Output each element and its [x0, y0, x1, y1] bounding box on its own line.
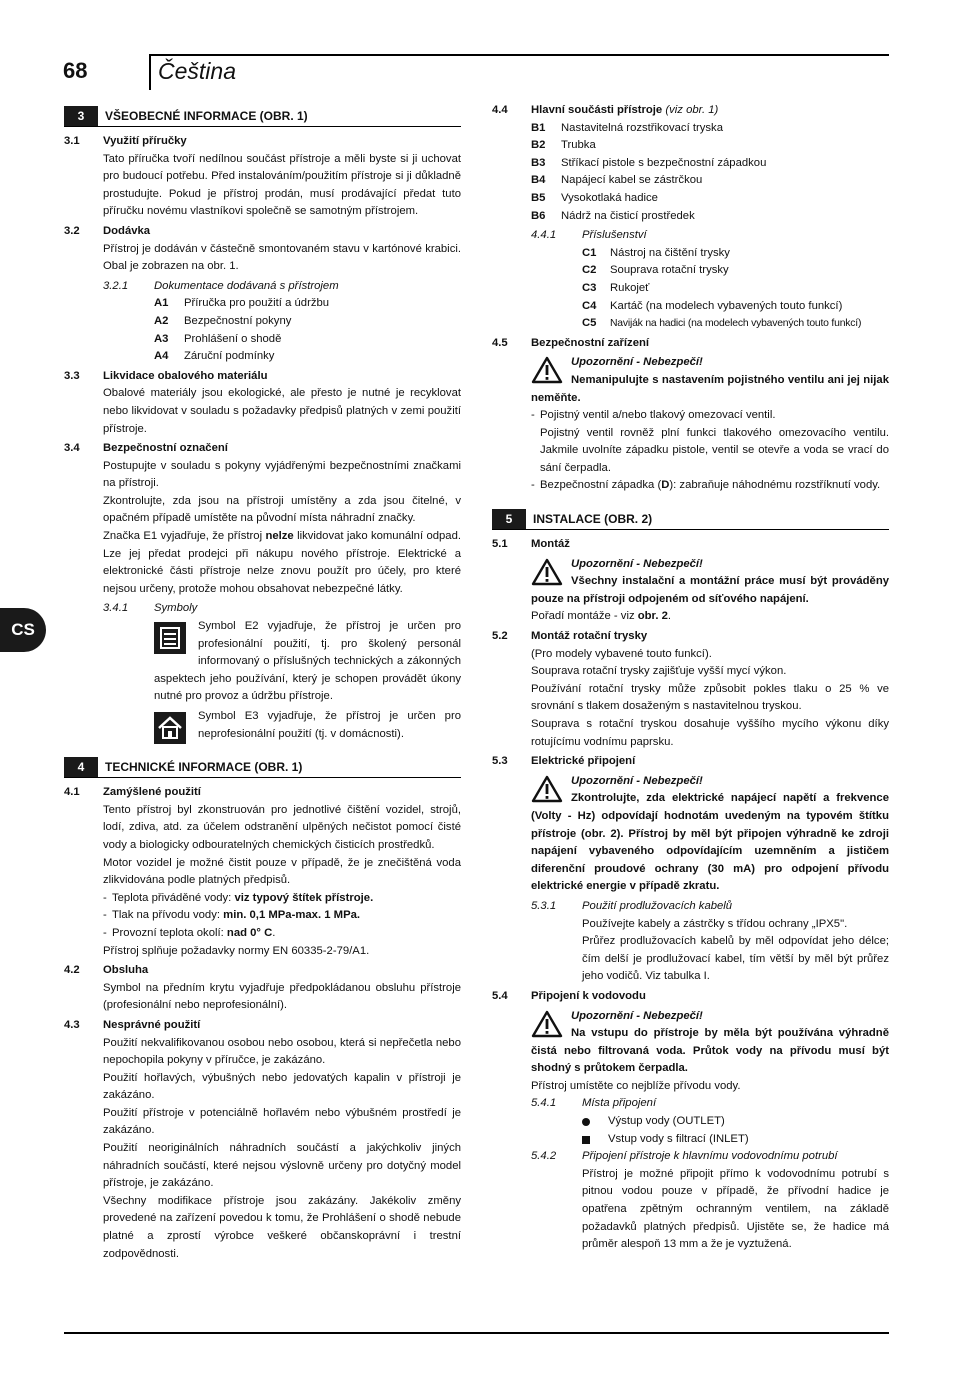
- paragraph: Souprava s rotační tryskou dosahuje vyššího mycího výkonu díky rotujícímu vodnímu paprsku.: [531, 718, 889, 748]
- paragraph: Přístroj je možné připojit přímo k vodovodnímu potrubí s pitnou vodou pouze v případě, že přívodní hadice je opatřena zpětným ochranným ventilem, na základě požadavků platných předpisů. Ujistěte se, že hadice má průměr alespoň 13 mm a že je vyztužená.: [582, 1167, 889, 1251]
- paragraph: Používání rotační trysky může způsobit pokles tlaku o 25 % ve srovnání s tlakem dosaženým s nastavitelnou tryskou.: [531, 682, 889, 713]
- section-title: TECHNICKÉ INFORMACE (OBR. 1): [105, 760, 303, 775]
- square-bullet-icon: [582, 1136, 590, 1144]
- subsection-heading: 3.4 Bezpečnostní označení: [64, 442, 228, 455]
- section-title: VŠEOBECNÉ INFORMACE (OBR. 1): [105, 109, 308, 123]
- warning-block: Upozornění - Nebezpečí! Nemanipulujte s nastavením pojistného ventilu ani jej nijak neměňte.: [531, 356, 889, 404]
- list-item: A2 Bezpečnostní pokyny: [154, 314, 292, 327]
- subsection-heading: 4.2 Obsluha: [64, 964, 149, 977]
- left-column: [64, 106, 461, 1263]
- section-number: 4: [64, 757, 98, 777]
- subsection-heading: 4.4 Hlavní součásti přístroje (viz obr. 1): [492, 104, 719, 116]
- list-item: B2 Trubka: [531, 139, 596, 152]
- warning-triangle-icon: [531, 775, 563, 803]
- list-item: C4 Kartáč (na modelech vybavených touto funkcí): [582, 299, 843, 312]
- paragraph: Všechny modifikace přístroje jsou zakázány. Jakékoliv změny provedené na zařízení povedou k tomu, že Prohlášení o shodě nebude platné a zprostí výrobce veškeré občanskoprávní i trestní zodpovědnosti.: [103, 1194, 461, 1260]
- home-symbol-icon: [154, 712, 186, 744]
- paragraph: Symbol na předním krytu vyjadřuje předpokládanou obsluhu přístroje (profesionální nebo neprofesionální).: [103, 981, 461, 1012]
- list-item: C2 Souprava rotační trysky: [582, 264, 729, 277]
- subsubsection-heading: 5.3.1 Použití prodlužovacích kabelů: [531, 899, 733, 912]
- list-item: C5 Naviják na hadici (na modelech vybavených touto funkcí): [582, 317, 862, 330]
- section-4-header: [64, 757, 461, 778]
- warning-triangle-icon: [531, 1010, 563, 1038]
- paragraph: Použití hořlavých, výbušných nebo jedovatých kapalin v přístroji je zakázáno.: [103, 1071, 461, 1102]
- header-divider: [149, 54, 151, 90]
- subsection-heading: 3.1 Využití příručky: [64, 135, 187, 147]
- symbol-e2: Symbol E2 vyjadřuje, že přístroj je určen pro profesionální použití, tj. pro školený personál informovaný o příslušných technických a zákonných aspektech jeho používání, který je schopen provádět úkony nutné pro provoz a údržbu přístroje.: [154, 620, 461, 703]
- right-column: [492, 102, 889, 1254]
- list-item: A1 Příručka pro použití a údržbu: [154, 297, 330, 310]
- list-item: A4 Záruční podmínky: [154, 350, 275, 363]
- footer-rule: [64, 1332, 889, 1334]
- header-rule: [149, 54, 889, 56]
- subsection-heading: 5.4 Připojení k vodovodu: [492, 989, 646, 1002]
- list-item: B3 Stříkací pistole s bezpečnostní západkou: [531, 156, 767, 169]
- subsubsection-heading: 5.4.1 Místa připojení: [531, 1097, 657, 1110]
- section-number: 5: [492, 509, 526, 529]
- paragraph: Značka E1 vyjadřuje, že přístroj nelze likvidovat jako komunální odpad. Lze jej předat prodejci při nákupu nového přístroje. Elektrické a elektronické části přístroje nelze znovu použít pro účely, pro které nejsou určeny, protože mohou obsahovat nebezpečné látky.: [103, 530, 461, 595]
- section-3-header: [64, 106, 461, 127]
- page-title: Čeština: [158, 58, 236, 84]
- warning-triangle-icon: [531, 356, 563, 384]
- paragraph: Přístroj umístěte co nejblíže přívodu vody.: [531, 1079, 741, 1092]
- paragraph: Tento přístroj byl zkonstruován pro jednotlivé čištění vozidel, strojů, lodí, zdiva, atd. za účelem odstranění ulpěných nečistot pomocí čisté vody a biologicky odbouratelných chemických čisticích prostředků.: [103, 803, 461, 851]
- page-number: 68: [63, 58, 88, 83]
- professional-symbol-icon: [154, 622, 186, 654]
- section-number: 3: [64, 106, 98, 126]
- paragraph: Postupujte v souladu s pokyny vyjádřenými bezpečnostními značkami na přístroji.: [103, 459, 461, 490]
- circle-bullet-icon: [582, 1118, 590, 1126]
- paragraph: Pojistný ventil rovněž plní funkci tlakového omezovacího ventilu. Jakmile uvolníte západku pistole, ventil se otevře a voda se vrací do sání čerpadla.: [540, 426, 889, 474]
- subsection-heading: 4.5 Bezpečnostní zařízení: [492, 336, 650, 349]
- list-item: B5 Vysokotlaká hadice: [531, 191, 658, 204]
- subsubsection-heading: 4.4.1 Příslušenství: [531, 229, 647, 242]
- paragraph: Přístroj je dodáván v částečně smontovaném stavu v kartónové krabici. Obal je zobrazen na obr. 1.: [103, 242, 461, 273]
- paragraph: Tato příručka tvoří nedílnou součást přístroje a měli byste si ji uchovat pro budoucí potřebu. Před instalováním/použitím přístroje si ji důkladně prostudujte. Pokud je přístroj prodán, musí prodávající předat tuto příručku novému vlastníkovi společně se samotným přístrojem.: [103, 152, 461, 218]
- paragraph: (Pro modely vybavené touto funkcí).: [531, 647, 712, 660]
- warning-triangle-icon: [531, 558, 563, 586]
- subsection-heading: 5.2 Montáž rotační trysky: [492, 630, 648, 643]
- list-item: B4 Napájecí kabel se zástrčkou: [531, 174, 703, 187]
- section-title: INSTALACE (OBR. 2): [533, 512, 653, 527]
- warning-block: Upozornění - Nebezpečí! Na vstupu do přístroje by měla být používána výhradně čistá nebo filtrovaná voda. Průtok vody na přívodu musí být shodný s průtokem čerpadla.: [531, 1009, 889, 1075]
- paragraph: Pořadí montáže - viz obr. 2.: [531, 610, 672, 623]
- paragraph: Použití neoriginálních náhradních součástí a jakýchkoliv jiných náhradních součástí, které nejsou výslovně určeny pro dotyčný model přístroje, je zakázáno.: [103, 1142, 461, 1190]
- list-item: C3 Rukojeť: [582, 281, 650, 294]
- subsection-heading: 4.3 Nesprávné použití: [64, 1018, 201, 1031]
- paragraph: Použití nekvalifikovanou osobou nebo osobou, která si nepřečetla nebo nepochopila pokyny v příručce, je zakázáno.: [103, 1036, 461, 1067]
- dash-item: - Pojistný ventil a/nebo tlakový omezovací ventil.: [531, 409, 776, 422]
- paragraph: Obalové materiály jsou ekologické, ale přesto je nutné je recyklovat nebo likvidovat v souladu s požadavky předpisů platných v zemi použití přístroje.: [103, 387, 461, 435]
- subsubsection-heading: 3.2.1 Dokumentace dodávaná s přístrojem: [103, 279, 339, 292]
- paragraph: Přístroj splňuje požadavky normy EN 60335-2-79/A1.: [103, 944, 370, 957]
- subsection-heading: 4.1 Zamýšlené použití: [64, 786, 201, 799]
- subsection-heading: 5.1 Montáž: [492, 538, 570, 551]
- dash-item: - Tlak na přívodu vody: min. 0,1 MPa-max. 1 MPa.: [103, 909, 361, 922]
- paragraph: Průřez prodlužovacích kabelů by měl odpovídat jeho délce; čím delší je prodlužovací kabel, tím větší by měl být průřez jeho vodičů. Viz tabulka I.: [582, 935, 889, 983]
- paragraph: Používejte kabely a zástrčky s třídou ochrany „IPX5".: [582, 917, 848, 930]
- warning-block: Upozornění - Nebezpečí! Zkontrolujte, zda elektrické napájecí napětí a frekvence (Volty - Hz) odpovídají hodnotám uvedeným na typovém štítku přístroje (obr. 2). Přístroj by měl být připojen výhradně ke zdroji napájení vybaveného odpovídajícím uzemněním a jističem diferenční proudové ochrany (30 mA) pro odpojení přívodu elektrické energie v případě zkratu.: [531, 774, 889, 893]
- symbol-e3: Symbol E3 vyjadřuje, že přístroj je určen pro neprofesionální použití (tj. v domácnosti).: [154, 708, 461, 743]
- subsection-heading: 3.3 Likvidace obalového materiálu: [64, 369, 268, 382]
- language-tab: CS: [0, 608, 46, 652]
- list-item: A3 Prohlášení o shodě: [154, 332, 282, 345]
- paragraph: Zkontrolujte, zda jsou na přístroji umístěny a zda jsou čitelné, v opačném případě umístěte na původní místa náhradní značky.: [103, 494, 461, 525]
- dash-item: - Provozní teplota okolí: nad 0° C.: [103, 926, 276, 939]
- list-item: B1 Nastavitelná rozstřikovací tryska: [531, 121, 723, 134]
- bullet-item: Výstup vody (OUTLET): [582, 1113, 889, 1131]
- dash-item: - Teplota přiváděné vody: viz typový štítek přístroje.: [103, 891, 374, 904]
- paragraph: Motor vozidel je možné čistit pouze v případě, že je znečištěná voda zlikvidována podle platných předpisů.: [103, 856, 461, 887]
- paragraph: Použití přístroje v potenciálně hořlavém nebo výbušném prostředí je zakázáno.: [103, 1106, 461, 1137]
- list-item: B6 Nádrž na čisticí prostředek: [531, 209, 695, 222]
- subsection-heading: 5.3 Elektrické připojení: [492, 755, 636, 768]
- section-5-header: [492, 509, 889, 530]
- paragraph: Souprava rotační trysky zajišťuje vyšší mycí výkon.: [531, 665, 787, 678]
- dash-item: - Bezpečnostní západka (D): zabraňuje náhodnému rozstříknutí vody.: [531, 479, 881, 492]
- subsection-heading: 3.2 Dodávka: [64, 224, 151, 237]
- subsubsection-heading: 3.4.1 Symboly: [103, 602, 198, 615]
- subsubsection-heading: 5.4.2 Připojení přístroje k hlavnímu vodovodnímu potrubí: [531, 1150, 838, 1163]
- bullet-item: Vstup vody s filtrací (INLET): [582, 1131, 889, 1149]
- list-item: C1 Nástroj na čištění trysky: [582, 246, 730, 259]
- warning-block: Upozornění - Nebezpečí! Všechny instalační a montážní práce musí být prováděny pouze na přístroji odpojeném od síťového napájení.: [531, 557, 889, 605]
